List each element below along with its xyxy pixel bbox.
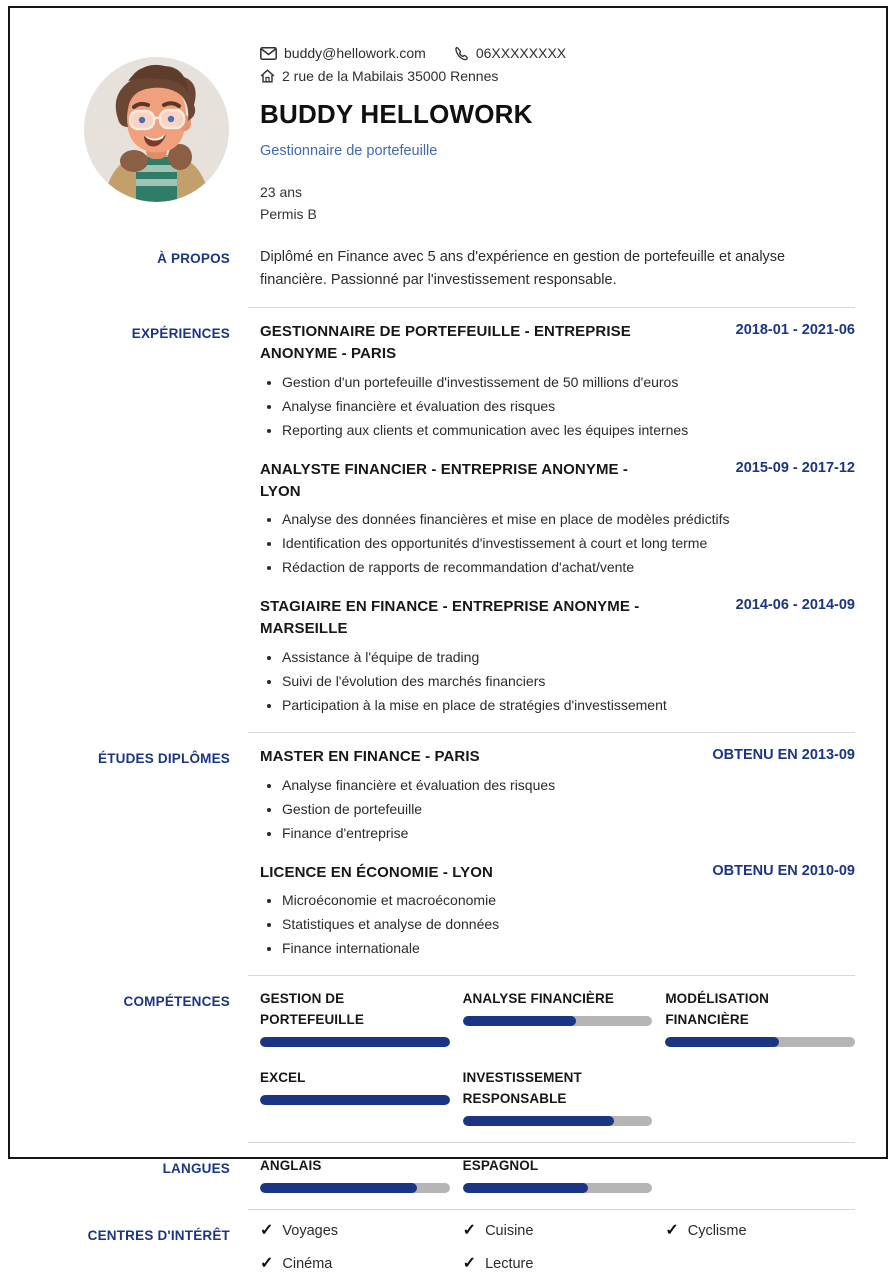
skill-bar bbox=[260, 1095, 450, 1105]
language-name: ANGLAIS bbox=[260, 1158, 322, 1173]
skill-item bbox=[260, 1068, 450, 1126]
language-item bbox=[463, 1156, 653, 1193]
section-skills-label: COMPÉTENCES bbox=[123, 994, 230, 1010]
driving-license: Permis B bbox=[260, 205, 317, 222]
experience-dates: 2018-01 - 2021-06 bbox=[735, 322, 855, 339]
bullet: • Suivi de l'évolution des marchés financiers bbox=[282, 671, 855, 692]
avatar-illustration bbox=[84, 57, 229, 202]
check-icon: ✓ bbox=[462, 1221, 477, 1239]
section-skills bbox=[84, 989, 855, 1126]
interest-label: Voyages bbox=[282, 1222, 339, 1239]
language-bar-fill bbox=[260, 1183, 417, 1193]
section-experiences-label: EXPÉRIENCES bbox=[131, 326, 230, 342]
check-icon: ✓ bbox=[260, 1254, 274, 1272]
skill-name: INVESTISSEMENT RESPONSABLE bbox=[462, 1070, 582, 1107]
check-icon: ✓ bbox=[665, 1221, 679, 1239]
cv-page bbox=[8, 6, 888, 1272]
bullet: • Finance internationale bbox=[282, 938, 855, 959]
experience-bullets bbox=[260, 509, 855, 578]
skill-bar-fill bbox=[260, 1095, 450, 1105]
skill-bar bbox=[260, 1037, 450, 1047]
education-entry bbox=[260, 862, 855, 960]
section-divider bbox=[248, 1142, 855, 1143]
bullet: • Statistiques et analyse de données bbox=[282, 914, 855, 935]
experience-bullets bbox=[260, 372, 855, 441]
section-education bbox=[84, 746, 855, 960]
experience-entry bbox=[260, 321, 855, 441]
age: 23 ans bbox=[260, 184, 303, 200]
interest-label: Cuisine bbox=[485, 1222, 534, 1239]
interest-item bbox=[260, 1256, 450, 1272]
experience-entry bbox=[260, 596, 855, 716]
interest-item bbox=[260, 1223, 450, 1239]
language-bar bbox=[463, 1183, 653, 1193]
skill-bar-fill bbox=[463, 1016, 577, 1026]
bullet: • Rédaction de rapports de recommandation d'achat/vente bbox=[282, 557, 855, 578]
bullet: • Analyse financière et évaluation des risques bbox=[282, 396, 855, 417]
about-text: Diplômé en Finance avec 5 ans d'expérience en gestion de portefeuille et analyse financière. Passionné par l'investissement responsable. bbox=[260, 249, 786, 288]
bullet: • Analyse financière et évaluation des risques bbox=[282, 775, 855, 796]
skill-bar-fill bbox=[665, 1037, 779, 1047]
section-education-label: ÉTUDES DIPLÔMES bbox=[97, 750, 230, 766]
email-item bbox=[260, 45, 426, 61]
section-interests bbox=[84, 1223, 855, 1272]
phone-icon bbox=[454, 46, 469, 61]
experience-entry bbox=[260, 459, 855, 579]
skill-item bbox=[463, 989, 653, 1047]
mail-icon bbox=[260, 47, 277, 60]
bullet: • Gestion d'un portefeuille d'investissement de 50 millions d'euros bbox=[282, 372, 855, 393]
section-interests-label: CENTRES D'INTÉRÊT bbox=[87, 1227, 230, 1243]
language-bar bbox=[260, 1183, 450, 1193]
bullet: • Microéconomie et macroéconomie bbox=[282, 890, 855, 911]
address-item bbox=[260, 68, 498, 84]
bullet: • Participation à la mise en place de stratégies d'investissement bbox=[282, 695, 855, 716]
bullet: • Assistance à l'équipe de trading bbox=[282, 647, 855, 668]
skill-item bbox=[260, 989, 450, 1047]
section-languages bbox=[84, 1156, 855, 1193]
section-divider bbox=[248, 307, 855, 308]
education-bullets bbox=[260, 775, 855, 844]
bullet: • Reporting aux clients et communication avec les équipes internes bbox=[282, 420, 855, 441]
section-languages-label: LANGUES bbox=[162, 1161, 230, 1176]
language-name: ESPAGNOL bbox=[462, 1158, 539, 1173]
interest-label: Cyclisme bbox=[687, 1222, 747, 1239]
skill-bar bbox=[463, 1116, 653, 1126]
interest-label: Cinéma bbox=[282, 1255, 333, 1272]
education-bullets bbox=[260, 890, 855, 959]
skill-bar-fill bbox=[260, 1037, 450, 1047]
bullet: • Finance d'entreprise bbox=[282, 823, 855, 844]
interest-item bbox=[463, 1256, 653, 1272]
experience-title: GESTIONNAIRE DE PORTEFEUILLE - ENTREPRISE ANONYME - PARIS bbox=[260, 323, 631, 363]
experience-dates: 2015-09 - 2017-12 bbox=[735, 459, 855, 476]
language-item bbox=[260, 1156, 450, 1193]
phone-value: 06XXXXXXXX bbox=[475, 45, 567, 61]
avatar bbox=[84, 57, 229, 202]
bullet: • Analyse des données financières et mise en place de modèles prédictifs bbox=[282, 509, 855, 530]
skill-bar bbox=[463, 1016, 653, 1026]
interest-item bbox=[463, 1223, 653, 1239]
education-title: LICENCE EN ÉCONOMIE - LYON bbox=[260, 863, 493, 881]
interest-item bbox=[665, 1223, 855, 1239]
check-icon: ✓ bbox=[462, 1254, 477, 1272]
job-title: Gestionnaire de portefeuille bbox=[260, 143, 438, 159]
check-icon: ✓ bbox=[260, 1221, 274, 1239]
section-divider bbox=[248, 732, 855, 733]
interest-label: Lecture bbox=[485, 1255, 534, 1272]
experience-dates: 2014-06 - 2014-09 bbox=[735, 597, 855, 614]
education-dates: OBTENU EN 2013-09 bbox=[712, 746, 855, 763]
address-row bbox=[260, 68, 855, 84]
personal-meta bbox=[260, 182, 855, 225]
section-divider bbox=[248, 975, 855, 976]
bullet: • Gestion de portefeuille bbox=[282, 799, 855, 820]
experience-bullets bbox=[260, 647, 855, 716]
contact-row bbox=[260, 45, 855, 61]
header-info bbox=[260, 45, 855, 225]
phone-item bbox=[454, 45, 566, 61]
section-about bbox=[84, 246, 855, 291]
experience-title: STAGIAIRE EN FINANCE - ENTREPRISE ANONYME - MARSEILLE bbox=[260, 598, 640, 638]
experience-title: ANALYSTE FINANCIER - ENTREPRISE ANONYME - LYON bbox=[260, 460, 629, 500]
header bbox=[84, 45, 855, 225]
skill-name: GESTION DE PORTEFEUILLE bbox=[260, 991, 364, 1028]
education-title: MASTER EN FINANCE - PARIS bbox=[260, 747, 480, 765]
candidate-name: BUDDY HELLOWORK bbox=[260, 99, 533, 129]
skill-bar-fill bbox=[463, 1116, 615, 1126]
section-divider bbox=[248, 1209, 855, 1210]
section-about-label: À PROPOS bbox=[157, 251, 230, 267]
skill-name: EXCEL bbox=[260, 1070, 306, 1086]
home-icon bbox=[260, 69, 275, 83]
education-dates: OBTENU EN 2010-09 bbox=[712, 862, 855, 879]
email-value: buddy@hellowork.com bbox=[284, 45, 426, 61]
section-experiences bbox=[84, 321, 855, 716]
skill-name: ANALYSE FINANCIÈRE bbox=[462, 991, 614, 1007]
skill-bar bbox=[665, 1037, 855, 1047]
skill-item bbox=[665, 989, 855, 1047]
bullet: • Identification des opportunités d'investissement à court et long terme bbox=[282, 533, 855, 554]
education-entry bbox=[260, 746, 855, 844]
address-value: 2 rue de la Mabilais 35000 Rennes bbox=[282, 68, 499, 84]
skill-name: MODÉLISATION FINANCIÈRE bbox=[665, 991, 770, 1028]
language-bar-fill bbox=[463, 1183, 588, 1193]
skill-item bbox=[463, 1068, 653, 1126]
